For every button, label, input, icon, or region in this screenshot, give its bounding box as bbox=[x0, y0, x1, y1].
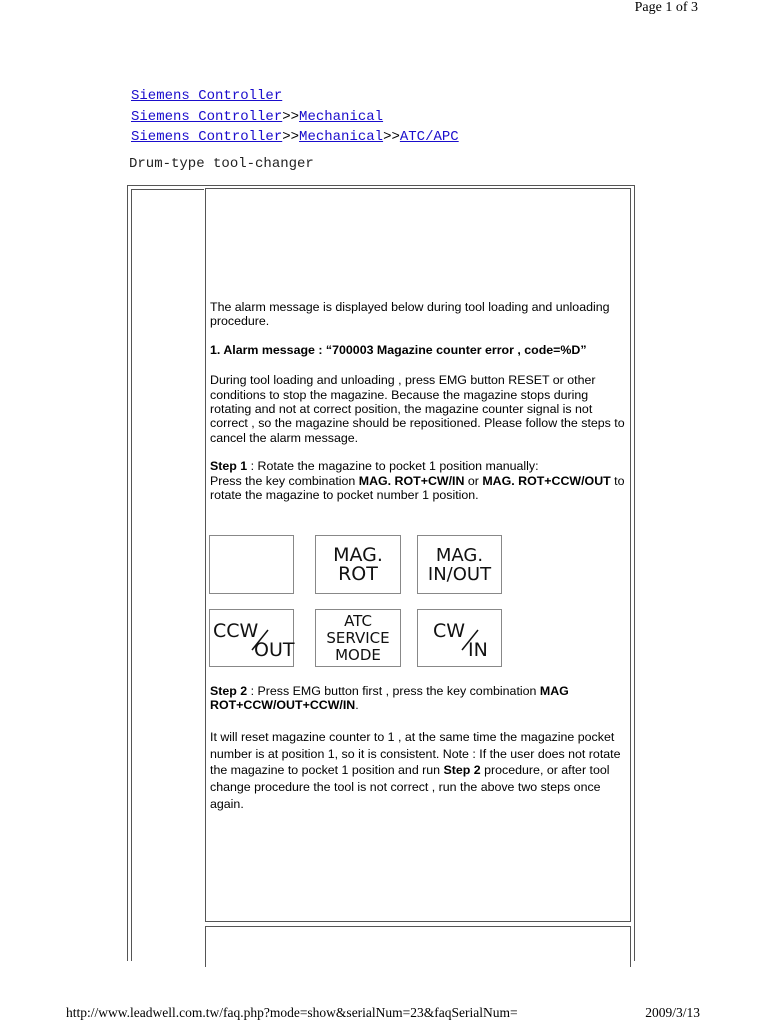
step1-paragraph: Step 1 : Rotate the magazine to pocket 1 position manually: Press the key combination MAG. ROT+CW/IN or MAG. ROT+CCW/OUT to rotate the magazine to pocket number 1 position. bbox=[210, 459, 625, 503]
step2-combo: MAG ROT+CCW/OUT+CCW/IN bbox=[210, 684, 569, 713]
mag-rot-key: MAG. ROT bbox=[315, 535, 401, 594]
intro-paragraph: The alarm message is displayed below during tool loading and unloading procedure. bbox=[210, 300, 610, 329]
blank-key bbox=[209, 535, 294, 594]
description-paragraph: During tool loading and unloading , press EMG button RESET or other conditions to stop the magazine. Because the magazine stops during rotating and not at correct position, the magazine counter signal is not correct , so the magazine should be repositioned. Please follow the steps to cancel the alarm message. bbox=[210, 373, 625, 445]
page-title: Drum-type tool-changer bbox=[129, 156, 314, 172]
steps-continued bbox=[210, 684, 630, 827]
footer-url: http://www.leadwell.com.tw/faq.php?mode=show&serialNum=23&faqSerialNum= bbox=[66, 1005, 518, 1020]
link-atc-apc[interactable]: ATC/APC bbox=[399, 129, 459, 145]
breadcrumb-separator: >> bbox=[282, 108, 300, 125]
step2-ref: Step 2 bbox=[443, 763, 481, 778]
step1-combo-ccw: MAG. ROT+CCW/OUT bbox=[482, 473, 611, 488]
breadcrumb-line-1 bbox=[131, 86, 459, 107]
link-siemens-controller[interactable]: Siemens Controller bbox=[131, 129, 283, 145]
breadcrumb-line-2 bbox=[131, 107, 459, 128]
link-siemens-controller[interactable]: Siemens Controller bbox=[131, 88, 283, 104]
link-mechanical[interactable]: Mechanical bbox=[299, 129, 384, 145]
breadcrumb bbox=[131, 86, 459, 148]
breadcrumb-separator: >> bbox=[383, 129, 400, 145]
table-left-column bbox=[131, 189, 204, 961]
alarm-heading: 1. Alarm message : “700003 Magazine counter error , code=%D” bbox=[210, 342, 587, 357]
step2-paragraph: Step 2 : Press EMG button first , press the key combination MAG ROT+CCW/OUT+CCW/IN. bbox=[210, 684, 569, 713]
cw-in-key: CW IN bbox=[417, 609, 502, 667]
article-content bbox=[210, 300, 630, 516]
atc-service-mode-key: ATC SERVICE MODE bbox=[315, 609, 401, 667]
link-mechanical[interactable]: Mechanical bbox=[299, 108, 384, 125]
footer-date: 2009/3/13 bbox=[645, 1005, 700, 1020]
closing-paragraph: It will reset magazine counter to 1 , at the same time the magazine pocket number is at position 1, so it is consistent. Note : If the user does not rotate the magazine to pocket 1 position and run Step 2 procedure, or after tool change procedure the tool is not correct , run the above two steps once again. bbox=[210, 729, 621, 811]
breadcrumb-line-3 bbox=[131, 127, 459, 148]
page-number: Page 1 of 3 bbox=[634, 0, 698, 15]
link-siemens-controller[interactable]: Siemens Controller bbox=[131, 108, 283, 125]
ccw-out-key: CCW OUT bbox=[209, 609, 294, 667]
step1-combo-cw: MAG. ROT+CW/IN bbox=[358, 473, 465, 488]
mag-in-out-key: MAG. IN/OUT bbox=[417, 535, 502, 594]
table-next-cell bbox=[205, 926, 631, 967]
step2-label: Step 2 bbox=[210, 684, 248, 698]
breadcrumb-separator: >> bbox=[282, 129, 300, 145]
step1-label: Step 1 bbox=[210, 459, 248, 474]
